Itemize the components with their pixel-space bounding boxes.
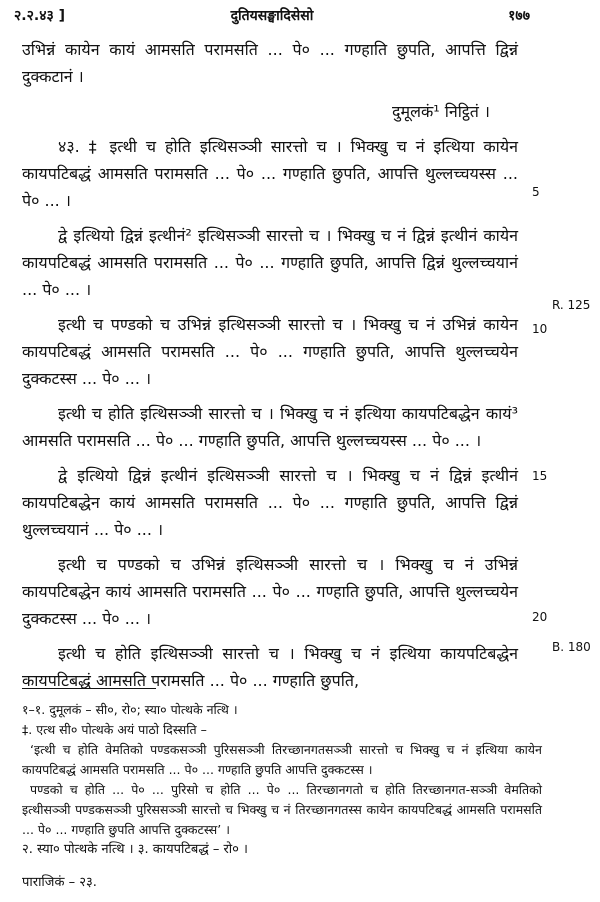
paragraph: दुमूलकं¹ निट्ठितं ।: [392, 102, 490, 121]
paragraph: ४३. ‡ इत्थी च होति इत्थिसञ्ञी सारत्तो च । भिक्खु च नं इत्थिया कायेन कायपटिबद्धं आमसति परामसति ... पे० ... गण्हाति छुपति, आपत्ति थुल्लच्चयस्स ... पे० ... ।: [22, 137, 518, 210]
footnote-quote: ‘इत्थी च होति वेमतिको पण्डकसञ्ञी पुरिससञ्ञी तिरच्छानगतसञ्ञी सारत्तो च भिक्खु च नं इत्थिया कायेन कायपटिबद्धं आमसति परामसति ... पे० ... गण्हाति छुपति आपत्ति दुक्कटस्स ।: [22, 742, 542, 777]
edition-reference: R. 125: [552, 298, 591, 312]
footnote: १–१. दुमूलकं – सी०, रो०; स्या० पोत्थके नत्थि ।: [22, 702, 238, 717]
footnote-divider: [22, 688, 156, 689]
paragraph: इत्थी च पण्डको च उभिन्नं इत्थिसञ्ञी सारत्तो च । भिक्खु च नं उभिन्नं कायपटिबद्धेन कायं आमसति परामसति ... पे० ... गण्हाति छुपति, आपत्ति थुल्लच्चयेन दुक्कटस्स ... पे० ... ।: [22, 555, 518, 628]
paragraph: इत्थी च पण्डको च उभिन्नं इत्थिसञ्ञी सारत्तो च । भिक्खु च नं उभिन्नं कायेन कायपटिबद्धं आमसति परामसति ... पे० ... गण्हाति छुपति, आपत्ति थुल्लच्चयेन दुक्कटस्स ... पे० ... ।: [22, 315, 518, 388]
page-number: १७७: [508, 8, 530, 24]
main-text: [22, 36, 518, 702]
page-header: [14, 6, 530, 28]
section-reference: २.२.४३ ]: [14, 8, 66, 24]
paragraph: इत्थी च होति इत्थिसञ्ञी सारत्तो च । भिक्खु च नं इत्थिया कायपटिबद्धेन कायपटिबद्धं आमसति परामसति ... पे० ... गण्हाति छुपति,: [22, 644, 518, 690]
footnote-quote: पण्डको च होति ... पे० ... पुरिसो च होति ... पे० ... तिरच्छानगतो च होति तिरच्छानगत-सञ्ञी वेमतिको इत्थीसञ्ञी पण्डकसञ्ञी पुरिससञ्ञी सारत्तो च भिक्खु च नं तिरच्छानगतस्स कायेन कायपटिबद्धं आमसति परामसति ... पे० ... गण्हाति छुपति आपत्ति दुक्कटस्स’ ।: [22, 782, 542, 837]
footnotes: [22, 700, 542, 860]
paragraph: द्वे इत्थियो द्विन्नं इत्थीनं² इत्थिसञ्ञी सारत्तो च । भिक्खु च नं द्विन्नं इत्थीनं कायेन कायपटिबद्धं आमसति परामसति ... पे० ... गण्हाति छुपति, आपत्ति द्विन्नं थुल्लच्चयानं ... पे० ... ।: [22, 226, 518, 299]
paragraph: उभिन्नं कायेन कायं आमसति परामसति ... पे० ... गण्हाति छुपति, आपत्ति द्विन्नं दुक्कटानं ।: [22, 40, 518, 86]
line-number: 5: [532, 185, 540, 199]
footnote: २. स्या० पोत्थके नत्थि । ३. कायपटिबद्धं – रो० ।: [22, 842, 248, 857]
paragraph: इत्थी च होति इत्थिसञ्ञी सारत्तो च । भिक्खु च नं इत्थिया कायपटिबद्धेन कायं³ आमसति परामसति ... पे० ... गण्हाति छुपति, आपत्ति थुल्लच्चयस्स ... पे० ... ।: [22, 404, 518, 450]
bottom-label: पाराजिकं – २३.: [22, 875, 97, 890]
line-number: 20: [532, 610, 548, 624]
footnote: ‡. एत्थ सी० पोत्थके अयं पाठो दिस्सति –: [22, 722, 207, 737]
line-number: 15: [532, 469, 548, 483]
paragraph: द्वे इत्थियो द्विन्नं इत्थीनं इत्थिसञ्ञी सारत्तो च । भिक्खु च नं द्विन्नं इत्थीनं कायपटिबद्धेन कायं आमसति परामसति ... पे० ... गण्हाति छुपति, आपत्ति द्विन्नं थुल्लच्चयानं ... पे० ... ।: [22, 466, 518, 539]
running-title: दुतियसङ्घादिसेसो: [230, 8, 314, 24]
edition-reference: B. 180: [552, 640, 591, 654]
line-number: 10: [532, 322, 548, 336]
